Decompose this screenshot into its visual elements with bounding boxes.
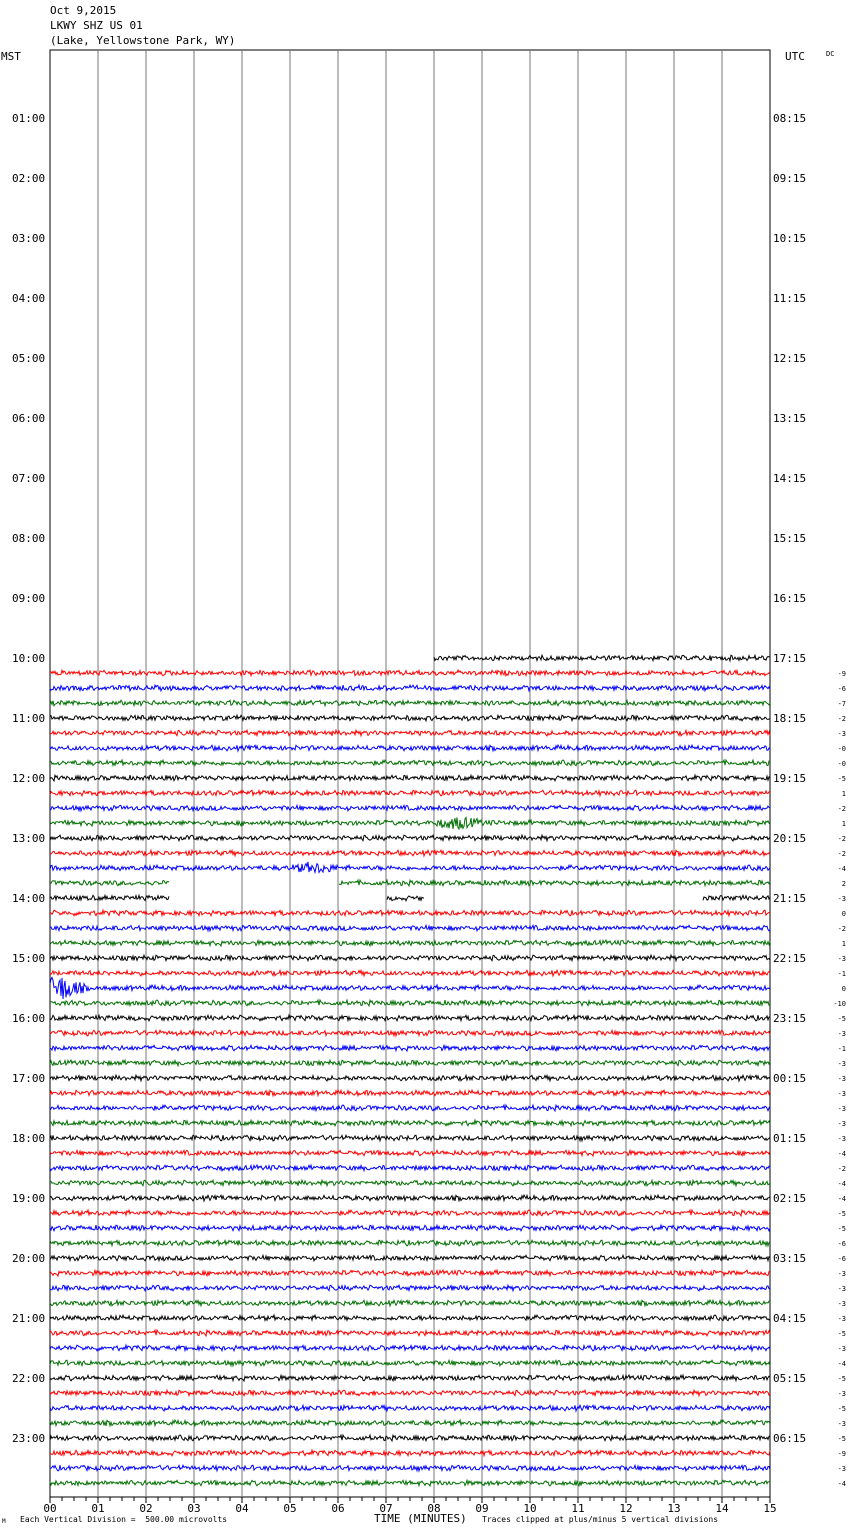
- x-tick-label: 13: [667, 1502, 681, 1515]
- trace-row: [50, 1315, 770, 1321]
- row-offset-label: -9: [837, 670, 846, 678]
- trace-row: [50, 850, 770, 856]
- trace-row: [50, 700, 770, 706]
- right-hour-label: 10:15: [773, 232, 807, 245]
- trace-row: [50, 978, 770, 1000]
- row-offset-label: 1: [841, 820, 846, 828]
- row-offset-label: -3: [837, 1345, 846, 1353]
- left-hour-label: 06:00: [12, 412, 46, 425]
- trace-row: [50, 1045, 770, 1051]
- row-offset-label: -6: [837, 685, 846, 693]
- right-hour-label: 01:15: [773, 1132, 807, 1145]
- trace-row: [50, 760, 770, 766]
- trace-row: [50, 940, 770, 946]
- left-hour-label: 23:00: [12, 1432, 46, 1445]
- x-tick-label: 10: [523, 1502, 537, 1515]
- trace-row: [50, 1285, 770, 1291]
- row-offset-label: -2: [837, 850, 846, 858]
- trace-row: [50, 1465, 770, 1471]
- row-offset-label: -3: [837, 1120, 846, 1128]
- row-offset-label: -3: [837, 1105, 846, 1113]
- left-hour-label: 08:00: [12, 532, 46, 545]
- trace-row: [50, 1330, 770, 1336]
- x-tick-label: 11: [571, 1502, 585, 1515]
- trace-row: [50, 880, 770, 886]
- trace-row: [50, 1240, 770, 1246]
- trace-row: [50, 1135, 770, 1141]
- header-station: LKWY SHZ US 01: [50, 19, 143, 32]
- trace-row: [50, 685, 770, 691]
- left-hour-label: 15:00: [12, 952, 46, 965]
- trace-row: [50, 1360, 770, 1366]
- left-hour-label: 19:00: [12, 1192, 46, 1205]
- row-offset-label: -3: [837, 1390, 846, 1398]
- trace-row: [50, 1150, 770, 1156]
- row-offset-label: -5: [837, 1015, 846, 1023]
- row-offset-label: -4: [837, 1480, 846, 1488]
- x-tick-label: 08: [427, 1502, 441, 1515]
- header-location: (Lake, Yellowstone Park, WY): [50, 34, 236, 47]
- right-hour-label: 12:15: [773, 352, 807, 365]
- x-tick-label: 15: [763, 1502, 777, 1515]
- row-offset-label: -2: [837, 715, 846, 723]
- row-offset-label: -7: [837, 700, 846, 708]
- row-offset-label: -3: [837, 1135, 846, 1143]
- x-tick-label: 04: [235, 1502, 249, 1515]
- x-tick-label: 03: [187, 1502, 201, 1515]
- trace-row: [50, 715, 770, 721]
- right-hour-label: 11:15: [773, 292, 807, 305]
- right-hour-label: 20:15: [773, 832, 807, 845]
- row-offset-label: -0: [837, 745, 846, 753]
- row-offset-label: -4: [837, 865, 846, 873]
- row-offset-label: -3: [837, 895, 846, 903]
- row-offset-label: -3: [837, 955, 846, 963]
- left-hour-label: 17:00: [12, 1072, 46, 1085]
- row-offset-label: 0: [841, 985, 846, 993]
- clip-note: Traces clipped at plus/minus 5 vertical divisions: [482, 1515, 719, 1524]
- row-offset-label: -2: [837, 805, 846, 813]
- right-hour-label: 21:15: [773, 892, 807, 905]
- header-date: Oct 9,2015: [50, 4, 117, 17]
- left-hour-label: 01:00: [12, 112, 46, 125]
- trace-row: [50, 835, 770, 841]
- x-tick-label: 05: [283, 1502, 297, 1515]
- row-offset-label: -1: [837, 1045, 846, 1053]
- right-hour-label: 19:15: [773, 772, 807, 785]
- trace-row: [50, 1180, 770, 1186]
- trace-row: [50, 1030, 770, 1036]
- trace-row: [50, 775, 770, 781]
- right-zone-label: UTC: [785, 50, 805, 63]
- row-offset-label: -3: [837, 1285, 846, 1293]
- trace-row: [50, 1420, 770, 1426]
- trace-row: [50, 817, 770, 829]
- dc-label: DC: [826, 50, 835, 58]
- x-tick-label: 00: [43, 1502, 57, 1515]
- row-offset-label: -4: [837, 1195, 846, 1203]
- x-tick-label: 14: [715, 1502, 729, 1515]
- row-offset-label: 1: [841, 940, 846, 948]
- row-offset-label: -2: [837, 1165, 846, 1173]
- trace-row: [50, 670, 770, 676]
- row-offset-label: -5: [837, 1330, 846, 1338]
- left-hour-label: 07:00: [12, 472, 46, 485]
- left-hour-label: 12:00: [12, 772, 46, 785]
- trace-row: [50, 1015, 770, 1021]
- trace-row: [434, 655, 770, 661]
- right-hour-label: 14:15: [773, 472, 807, 485]
- right-hour-label: 16:15: [773, 592, 807, 605]
- left-hour-label: 14:00: [12, 892, 46, 905]
- row-offset-label: -4: [837, 1180, 846, 1188]
- row-offset-label: -5: [837, 1405, 846, 1413]
- right-hour-label: 00:15: [773, 1072, 807, 1085]
- right-hour-label: 23:15: [773, 1012, 807, 1025]
- row-offset-label: -2: [837, 835, 846, 843]
- trace-row: [50, 1000, 770, 1006]
- trace-row: [50, 895, 770, 900]
- trace-row: [50, 910, 770, 916]
- trace-row: [50, 1405, 770, 1411]
- left-hour-label: 04:00: [12, 292, 46, 305]
- row-offset-label: -5: [837, 775, 846, 783]
- right-hour-label: 18:15: [773, 712, 807, 725]
- right-hour-label: 03:15: [773, 1252, 807, 1265]
- left-hour-label: 11:00: [12, 712, 46, 725]
- trace-row: [50, 1345, 770, 1351]
- row-offset-label: -3: [837, 730, 846, 738]
- row-offset-label: -3: [837, 1270, 846, 1278]
- x-tick-label: 06: [331, 1502, 345, 1515]
- right-hour-label: 17:15: [773, 652, 807, 665]
- corner-mark: M: [2, 1518, 6, 1525]
- x-axis-label: TIME (MINUTES): [374, 1512, 467, 1525]
- right-hour-label: 08:15: [773, 112, 807, 125]
- row-offset-label: -2: [837, 925, 846, 933]
- left-hour-label: 10:00: [12, 652, 46, 665]
- trace-row: [50, 1195, 770, 1201]
- right-hour-label: 09:15: [773, 172, 807, 185]
- trace-row: [50, 925, 770, 931]
- row-offset-label: -3: [837, 1090, 846, 1098]
- trace-row: [50, 1375, 770, 1381]
- trace-row: [50, 1165, 770, 1171]
- trace-row: [50, 1060, 770, 1066]
- x-tick-label: 07: [379, 1502, 393, 1515]
- left-hour-label: 21:00: [12, 1312, 46, 1325]
- trace-row: [50, 1450, 770, 1456]
- trace-row: [50, 1435, 770, 1441]
- row-offset-label: -3: [837, 1315, 846, 1323]
- right-hour-label: 02:15: [773, 1192, 807, 1205]
- scale-note: Each Vertical Division = 500.00 microvolts: [20, 1515, 228, 1524]
- right-hour-label: 22:15: [773, 952, 807, 965]
- row-offset-label: -5: [837, 1210, 846, 1218]
- left-hour-label: 03:00: [12, 232, 46, 245]
- x-tick-label: 02: [139, 1502, 153, 1515]
- left-hour-label: 13:00: [12, 832, 46, 845]
- row-offset-label: -3: [837, 1465, 846, 1473]
- row-offset-label: -4: [837, 1150, 846, 1158]
- right-hour-label: 05:15: [773, 1372, 807, 1385]
- row-offset-label: -4: [837, 1360, 846, 1368]
- x-tick-label: 12: [619, 1502, 633, 1515]
- left-zone-label: MST: [1, 50, 21, 63]
- right-hour-label: 13:15: [773, 412, 807, 425]
- trace-row: [50, 1480, 770, 1486]
- left-hour-label: 22:00: [12, 1372, 46, 1385]
- row-offset-label: -9: [837, 1450, 846, 1458]
- row-offset-label: -5: [837, 1435, 846, 1443]
- trace-row: [50, 1270, 770, 1276]
- trace-row: [50, 1090, 770, 1096]
- trace-row: [50, 1390, 770, 1396]
- left-hour-label: 16:00: [12, 1012, 46, 1025]
- trace-row: [50, 1210, 770, 1216]
- right-hour-label: 04:15: [773, 1312, 807, 1325]
- row-offset-label: -10: [833, 1000, 846, 1008]
- row-offset-label: 2: [841, 880, 846, 888]
- trace-row: [50, 955, 770, 961]
- left-hour-label: 05:00: [12, 352, 46, 365]
- trace-row: [50, 1120, 770, 1126]
- left-hour-label: 09:00: [12, 592, 46, 605]
- right-hour-label: 06:15: [773, 1432, 807, 1445]
- left-hour-label: 20:00: [12, 1252, 46, 1265]
- trace-row: [50, 1225, 770, 1231]
- row-offset-label: -0: [837, 760, 846, 768]
- x-tick-label: 09: [475, 1502, 489, 1515]
- row-offset-label: 1: [841, 790, 846, 798]
- trace-row: [50, 745, 770, 751]
- row-offset-label: -3: [837, 1420, 846, 1428]
- trace-row: [50, 1300, 770, 1306]
- trace-row: [50, 862, 770, 873]
- trace-row: [50, 1255, 770, 1261]
- plot-frame: [50, 50, 770, 1497]
- row-offset-label: -5: [837, 1225, 846, 1233]
- row-offset-label: -6: [837, 1240, 846, 1248]
- trace-row: [50, 1105, 770, 1111]
- left-hour-label: 18:00: [12, 1132, 46, 1145]
- trace-row: [50, 805, 770, 811]
- row-offset-label: -5: [837, 1375, 846, 1383]
- right-hour-label: 15:15: [773, 532, 807, 545]
- trace-row: [50, 730, 770, 736]
- trace-row: [50, 1075, 770, 1081]
- x-tick-label: 01: [91, 1502, 105, 1515]
- row-offset-label: -3: [837, 1075, 846, 1083]
- row-offset-label: 0: [841, 910, 846, 918]
- left-hour-label: 02:00: [12, 172, 46, 185]
- row-offset-label: -3: [837, 1300, 846, 1308]
- row-offset-label: -6: [837, 1255, 846, 1263]
- trace-row: [50, 970, 770, 976]
- trace-row: [50, 790, 770, 796]
- row-offset-label: -3: [837, 1060, 846, 1068]
- row-offset-label: -3: [837, 1030, 846, 1038]
- row-offset-label: -1: [837, 970, 846, 978]
